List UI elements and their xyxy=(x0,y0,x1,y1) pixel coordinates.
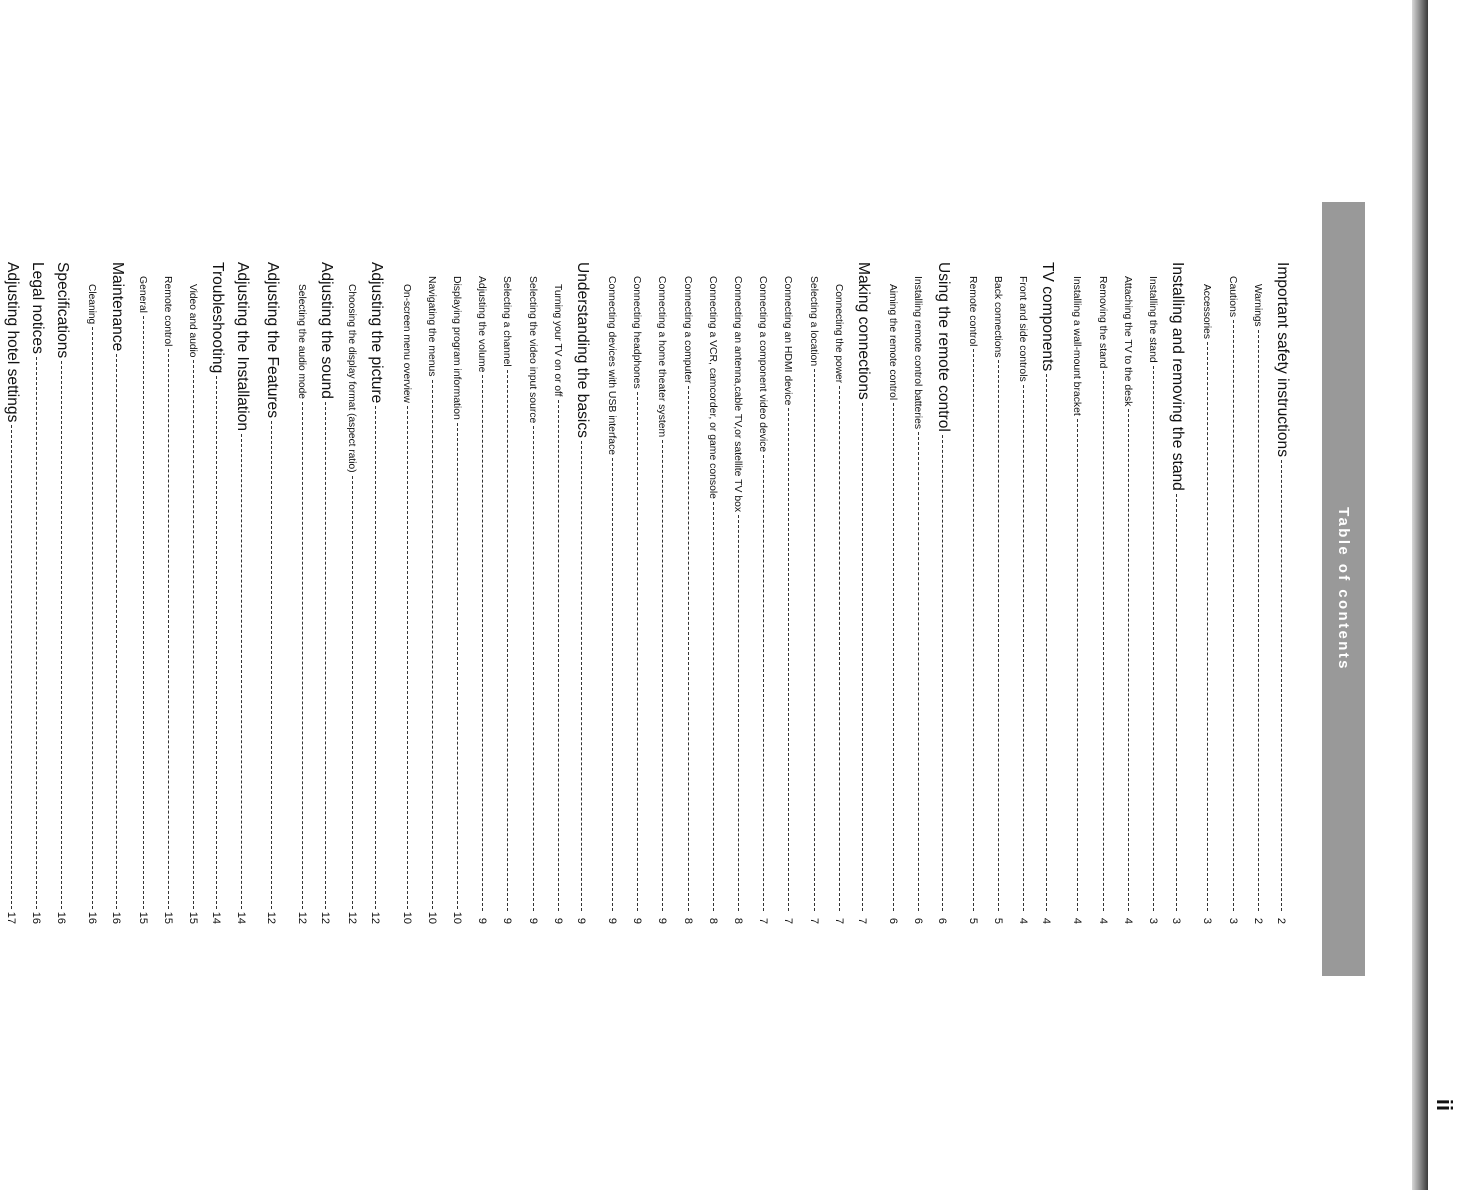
toc-entry[interactable] xyxy=(826,262,851,924)
toc-entry-title: Important safety instructions xyxy=(1274,262,1291,458)
dotted-leader xyxy=(375,406,376,908)
toc-entry-page: 10 xyxy=(400,911,413,924)
dotted-leader xyxy=(92,327,93,909)
dotted-leader xyxy=(407,406,408,909)
dotted-leader xyxy=(325,402,326,909)
toc-entry-page: 10 xyxy=(425,911,438,924)
dotted-leader xyxy=(482,375,483,911)
toc-entry-title: Choosing the display format (aspect ratio) xyxy=(346,284,358,473)
toc-entry[interactable] xyxy=(50,262,75,924)
toc-entry-page: 16 xyxy=(55,911,68,924)
dotted-leader xyxy=(1233,320,1234,911)
toc-entry[interactable] xyxy=(700,262,725,924)
toc-entry-title: Video and audio xyxy=(187,284,199,358)
table-of-contents xyxy=(0,262,1295,924)
toc-entry[interactable] xyxy=(624,262,649,924)
toc-entry-page: 7 xyxy=(782,917,795,924)
toc-entry-title: Connecting an antenna,cable TV,or satellite TV box xyxy=(732,276,744,513)
toc-entry[interactable] xyxy=(1010,262,1035,924)
dotted-leader xyxy=(663,440,664,911)
toc-entry-title: Connecting a component video device xyxy=(757,276,769,453)
toc-entry[interactable] xyxy=(364,262,389,924)
dotted-leader xyxy=(688,386,689,911)
toc-entry-page: 15 xyxy=(187,911,200,924)
dotted-leader xyxy=(457,423,458,909)
toc-entry[interactable] xyxy=(25,262,50,924)
dotted-leader xyxy=(1207,342,1208,911)
toc-entry-page: 7 xyxy=(856,917,868,924)
toc-entry[interactable] xyxy=(1140,262,1165,924)
toc-entry-title: Aiming the remote control xyxy=(887,284,899,401)
toc-entry-title: Troubleshooting xyxy=(209,262,227,374)
toc-entry-page: 16 xyxy=(109,911,122,924)
toc-entry-page: 6 xyxy=(887,917,900,924)
toc-entry-title: Navigating the menus xyxy=(425,276,437,377)
toc-entry[interactable] xyxy=(393,262,418,924)
toc-entry-page: 3 xyxy=(1226,917,1239,924)
toc-entry-page: 9 xyxy=(574,917,587,924)
toc-entry-title: Accessories xyxy=(1201,284,1213,339)
dotted-leader xyxy=(271,421,272,909)
dotted-leader xyxy=(862,403,863,911)
toc-entry-title: Front and side controls xyxy=(1017,276,1029,382)
toc-entry[interactable] xyxy=(960,262,985,924)
toc-entry-page: 4 xyxy=(1040,917,1053,924)
toc-entry-page: 4 xyxy=(1017,917,1030,924)
toc-entry-page: 7 xyxy=(832,917,845,924)
toc-entry-page: 15 xyxy=(161,911,174,924)
toc-entry[interactable] xyxy=(545,262,570,924)
toc-entry-page: 9 xyxy=(656,917,669,924)
toc-entry[interactable] xyxy=(930,262,955,924)
toc-entry-page: 7 xyxy=(757,917,770,924)
toc-entry-page: 3 xyxy=(1147,917,1160,924)
toc-entry-page: 9 xyxy=(476,917,489,924)
toc-entry-page: 14 xyxy=(235,911,248,924)
toc-entry-page: 15 xyxy=(136,911,149,924)
dotted-leader xyxy=(116,354,117,908)
toc-entry[interactable] xyxy=(725,262,750,924)
dotted-leader xyxy=(1258,330,1259,911)
dotted-leader xyxy=(193,360,194,908)
toc-entry-page: 12 xyxy=(295,911,308,924)
toc-entry[interactable] xyxy=(1115,262,1140,924)
dotted-leader xyxy=(432,380,433,909)
toc-entry-title: Remote control xyxy=(966,276,978,347)
toc-entry[interactable] xyxy=(880,262,905,924)
page-title: Table of contents xyxy=(1335,507,1352,671)
toc-entry[interactable] xyxy=(1064,262,1089,924)
toc-entry[interactable] xyxy=(180,262,205,924)
toc-entry-title: Making connections xyxy=(855,262,872,400)
toc-entry[interactable] xyxy=(79,262,104,924)
dotted-leader xyxy=(533,426,534,911)
toc-entry-title: Connecting a computer xyxy=(681,276,693,384)
toc-entry-title: Attaching the TV to the desk xyxy=(1121,276,1133,407)
toc-entry[interactable] xyxy=(599,262,624,924)
toc-entry[interactable] xyxy=(130,262,155,924)
toc-entry-title: Selecting the audio mode xyxy=(295,284,307,399)
toc-entry-title: Installing a wall-mount bracket xyxy=(1071,276,1083,416)
toc-entry[interactable] xyxy=(985,262,1010,924)
dotted-leader xyxy=(143,316,144,909)
dotted-leader xyxy=(36,357,37,909)
toc-entry-title: Selecting a location xyxy=(807,276,819,367)
toc-entry[interactable] xyxy=(800,262,825,924)
dotted-leader xyxy=(507,370,508,911)
toc-entry-title: Back connections xyxy=(991,276,1003,358)
toc-entry-page: 12 xyxy=(319,911,332,924)
toc-entry-title: Specifications xyxy=(54,262,72,359)
toc-entry-page: 12 xyxy=(369,911,382,924)
toc-entry-page: 7 xyxy=(807,917,820,924)
toc-entry-page: 9 xyxy=(631,917,644,924)
toc-entry-title: Adjusting the Installation xyxy=(234,262,252,432)
toc-entry-title: Cleaning xyxy=(86,284,98,325)
dotted-leader xyxy=(973,349,974,911)
toc-entry-title: General xyxy=(136,276,148,313)
toc-entry[interactable] xyxy=(155,262,180,924)
toc-entry-title: Warnings xyxy=(1251,284,1263,327)
dotted-leader xyxy=(738,515,739,911)
dotted-leader xyxy=(1281,460,1282,911)
toc-entry-title: Connecting headphones xyxy=(631,276,643,389)
dotted-leader xyxy=(637,392,638,911)
toc-entry-page: 2 xyxy=(1275,917,1287,924)
toc-entry[interactable] xyxy=(905,262,930,924)
toc-entry[interactable] xyxy=(230,262,255,924)
toc-entry[interactable] xyxy=(519,262,544,924)
toc-entry-page: 6 xyxy=(912,917,925,924)
dotted-leader xyxy=(1046,374,1047,911)
toc-entry-page: 17 xyxy=(4,911,17,924)
toc-entry[interactable] xyxy=(675,262,700,924)
toc-entry-page: 16 xyxy=(30,911,42,924)
toc-entry-page: 5 xyxy=(966,917,979,924)
toc-entry-page: 8 xyxy=(732,917,745,924)
toc-entry[interactable] xyxy=(851,262,876,924)
toc-entry-title: On-screen menu overview xyxy=(400,284,412,403)
toc-entry-title: Adjusting the Features xyxy=(263,262,281,419)
toc-entry-page: 2 xyxy=(1251,917,1264,924)
toc-entry-title: Removing the stand xyxy=(1096,276,1108,369)
dotted-leader xyxy=(1176,494,1177,911)
dotted-leader xyxy=(352,476,353,909)
dotted-leader xyxy=(1023,385,1024,911)
toc-entry[interactable] xyxy=(494,262,519,924)
toc-entry[interactable] xyxy=(205,262,230,924)
toc-entry-title: Adjusting the sound xyxy=(318,262,336,399)
toc-entry-title: Installing and removing the stand xyxy=(1169,262,1187,491)
toc-entry-title: Connecting an HDMI device xyxy=(782,276,794,406)
toc-entry-title: Displaying program information xyxy=(451,276,462,420)
toc-entry[interactable] xyxy=(775,262,800,924)
toc-entry-page: 6 xyxy=(935,917,948,924)
toc-entry-page: 5 xyxy=(991,917,1004,924)
dotted-leader xyxy=(558,400,559,912)
toc-entry-title: TV components xyxy=(1039,262,1057,372)
toc-entry[interactable] xyxy=(104,262,129,924)
toc-entry-page: 4 xyxy=(1121,917,1134,924)
toc-entry[interactable] xyxy=(750,262,775,924)
toc-entry[interactable] xyxy=(570,262,595,924)
dotted-leader xyxy=(1153,366,1154,911)
toc-entry[interactable] xyxy=(1035,262,1060,924)
toc-entry[interactable] xyxy=(469,262,494,924)
toc-entry-title: Using the remote control xyxy=(934,262,952,432)
toc-entry[interactable] xyxy=(1219,262,1244,924)
toc-entry-title: Connecting the power xyxy=(832,284,844,384)
dotted-leader xyxy=(581,441,582,911)
toc-entry[interactable] xyxy=(1245,262,1270,924)
toc-entry[interactable] xyxy=(1165,262,1190,924)
dotted-leader xyxy=(612,458,613,911)
toc-entry-page: 8 xyxy=(681,917,694,924)
dotted-leader xyxy=(763,455,764,911)
toc-entry-page: 14 xyxy=(210,911,223,924)
toc-entry-title: Maintenance xyxy=(108,262,126,352)
toc-entry-title: Cautions xyxy=(1226,276,1238,318)
toc-entry[interactable] xyxy=(1270,262,1295,924)
toc-entry-page: 9 xyxy=(526,917,539,924)
toc-entry[interactable] xyxy=(649,262,674,924)
dotted-leader xyxy=(1128,409,1129,911)
toc-entry[interactable] xyxy=(289,262,314,924)
toc-entry-page: 10 xyxy=(451,911,463,924)
toc-entry-page: 4 xyxy=(1071,917,1084,924)
toc-entry[interactable] xyxy=(0,262,25,924)
toc-entry-title: Selecting a channel xyxy=(501,276,513,367)
dotted-leader xyxy=(242,434,243,909)
toc-entry[interactable] xyxy=(339,262,364,924)
toc-entry[interactable] xyxy=(419,262,444,924)
toc-entry-title: Installing remote control batteries xyxy=(912,276,924,430)
toc-entry[interactable] xyxy=(1194,262,1219,924)
dotted-leader xyxy=(11,425,12,908)
toc-entry-page: 3 xyxy=(1170,917,1183,924)
toc-entry-title: Remote control xyxy=(161,276,173,347)
page-number: ii xyxy=(1432,1098,1457,1112)
toc-entry[interactable] xyxy=(314,262,339,924)
toc-entry-title: Adjusting the volume xyxy=(476,276,488,373)
toc-entry-title: Legal notices xyxy=(29,262,46,354)
dotted-leader xyxy=(893,403,894,911)
toc-entry-title: Installing the stand xyxy=(1147,276,1159,363)
toc-entry-page: 3 xyxy=(1201,917,1214,924)
toc-entry-title: Connecting a VCR, camcorder, or game console xyxy=(706,276,718,499)
dotted-leader xyxy=(788,408,789,911)
toc-entry[interactable] xyxy=(444,262,469,924)
dotted-leader xyxy=(918,432,919,911)
toc-entry-page: 12 xyxy=(346,911,359,924)
header-band xyxy=(1322,202,1365,976)
toc-entry-title: Adjusting the picture xyxy=(368,262,386,404)
dotted-leader xyxy=(814,369,815,911)
dotted-leader xyxy=(302,402,303,909)
toc-entry-page: 9 xyxy=(606,917,619,924)
dotted-leader xyxy=(942,435,943,911)
dotted-leader xyxy=(1078,419,1079,911)
dotted-leader xyxy=(839,386,840,911)
dotted-leader xyxy=(216,376,217,909)
toc-entry-title: Connecting devices with USB interface xyxy=(606,276,618,456)
toc-entry-title: Selecting the video input source xyxy=(526,276,538,424)
toc-entry-page: 8 xyxy=(706,917,719,924)
toc-entry[interactable] xyxy=(260,262,285,924)
toc-entry[interactable] xyxy=(1090,262,1115,924)
toc-entry-title: Understanding the basics xyxy=(573,262,591,438)
dotted-leader xyxy=(168,349,169,908)
toc-entry-title: Connecting a home theater system xyxy=(656,276,668,438)
toc-entry-page: 9 xyxy=(501,917,514,924)
dotted-leader xyxy=(713,502,714,911)
toc-entry-page: 9 xyxy=(551,917,564,924)
toc-entry-page: 16 xyxy=(86,911,99,924)
toc-entry-page: 12 xyxy=(264,911,277,924)
dotted-leader xyxy=(998,360,999,911)
toc-entry-title: Adjusting hotel settings xyxy=(3,262,21,423)
dotted-leader xyxy=(1103,371,1104,911)
toc-entry-title: Turning your TV on or off xyxy=(551,284,563,397)
toc-entry-page: 4 xyxy=(1096,917,1109,924)
dotted-leader xyxy=(61,361,62,909)
